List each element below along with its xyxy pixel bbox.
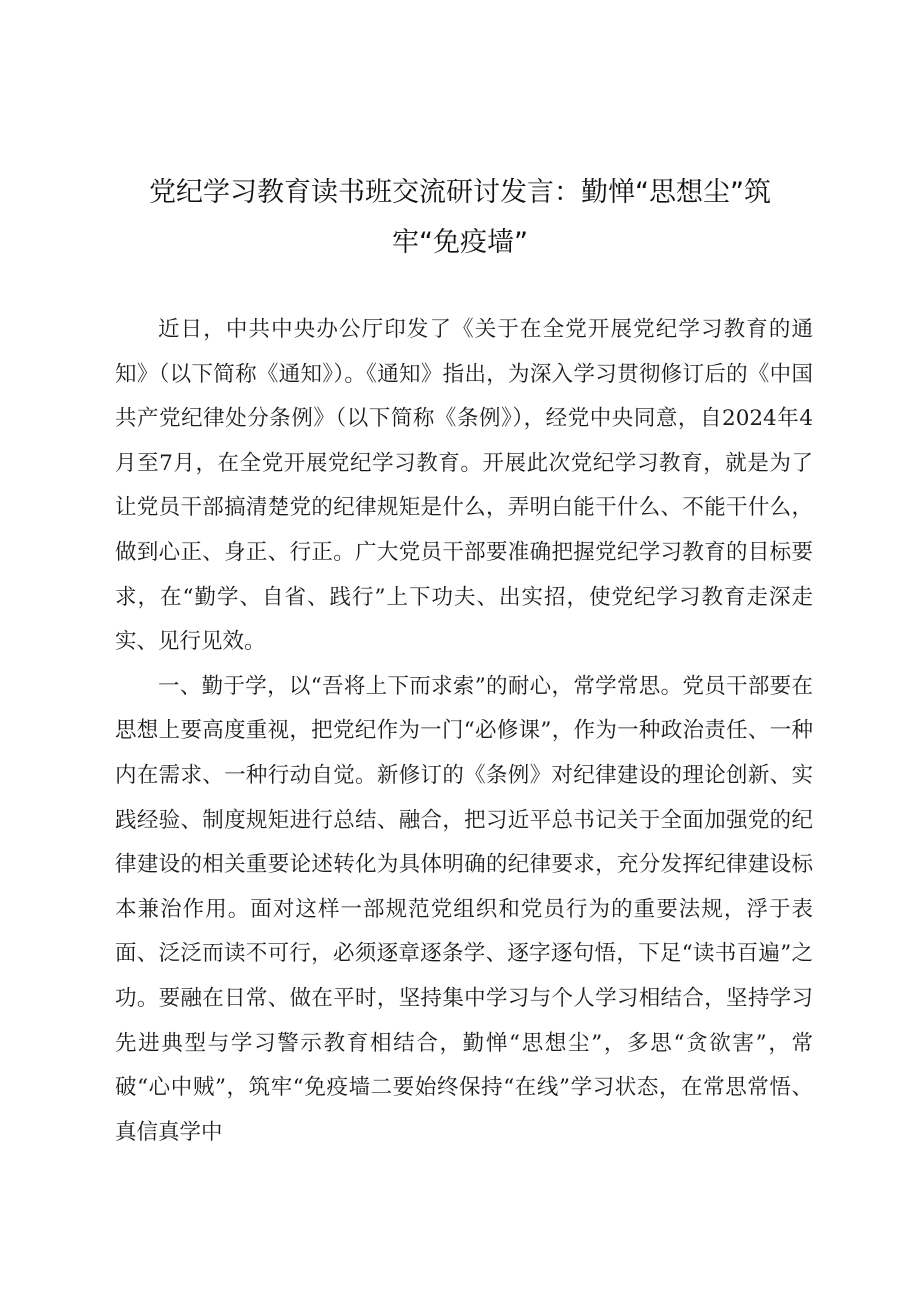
document-title (130, 168, 790, 268)
paragraph-section-1: 一、勤于学，以“吾将上下而求索”的耐心，常学常思。党员干部要在思想上要高度重视，把党纪作为一门“必修课”，作为一种政治责任、一种内在需求、一种行动自觉。新修订的《条例》对纪律建设的理论创新、实践经验、制度规矩进行总结、融合，把习近平总书记关于全面加强党的纪律建设的相关重要论述转化为具体明确的纪律要求，充分发挥纪律建设标本兼治作用。面对这样一部规范党组织和党员行为的重要法规，浮于表面、泛泛而读不可行，必须逐章逐条学、逐字逐句悟，下足“读书百遍”之功。要融在日常、做在平时，坚持集中学习与个人学习相结合，坚持学习先进典型与学习警示教育相结合，勤惮“思想尘”，多思“贪欲害”，常破“心中贼”，筑牢“免疫墙二要始终保持“在线”学习状态，在常思常悟、真信真学中 (115, 673, 813, 1145)
title-line-2: 牢“免疫墙” (392, 227, 528, 258)
document-body (115, 308, 813, 1155)
paragraph-intro: 近日，中共中央办公厅印发了《关于在全党开展党纪学习教育的通知》（以下简称《通知》）。《通知》指出，为深入学习贯彻修订后的《中国共产党纪律处分条例》（以下简称《条例》），经党中央同意，自2024年4月至7月，在全党开展党纪学习教育。开展此次党纪学习教育，就是为了让党员干部搞清楚党的纪律规矩是什么，弄明白能干什么、不能干什么，做到心正、身正、行正。广大党员干部要准确把握党纪学习教育的目标要求，在“勤学、自省、践行”上下功夫、出实招，使党纪学习教育走深走实、见行见效。 (115, 317, 813, 655)
title-line-1: 党纪学习教育读书班交流研讨发言：勤惮“思想尘”筑 (149, 177, 771, 208)
